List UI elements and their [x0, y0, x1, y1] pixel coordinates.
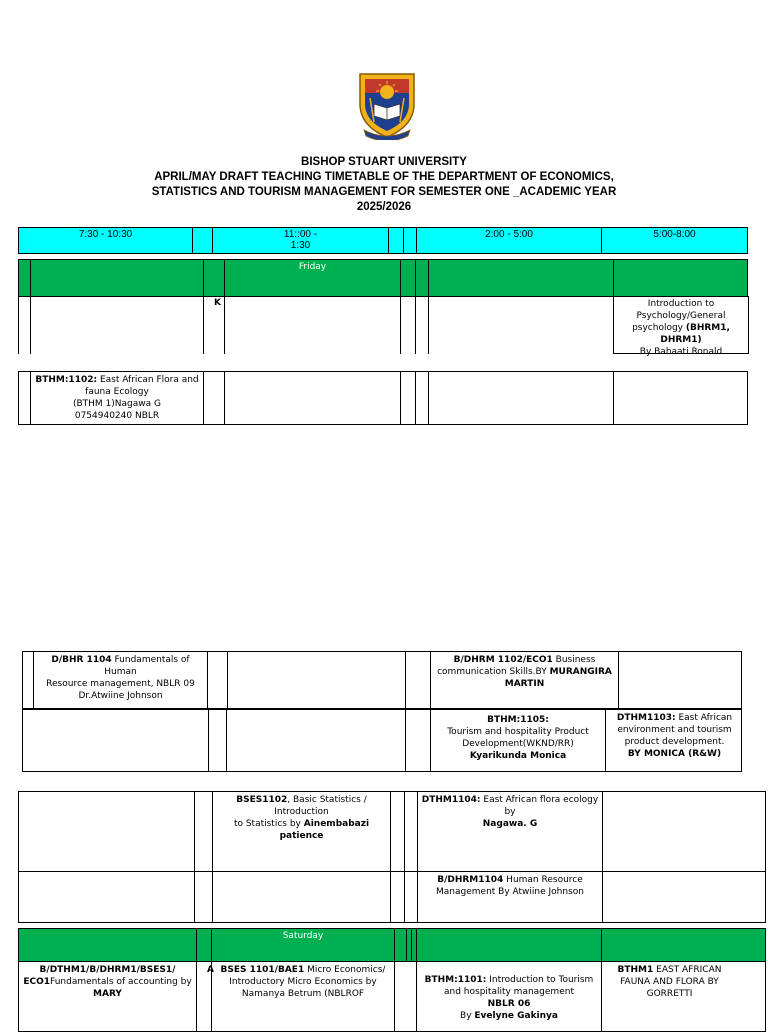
- empty-cell: [30, 296, 203, 354]
- block3-row-1: [18, 791, 766, 872]
- block2-row-2: [22, 709, 742, 772]
- course-hrm-management: B/DHRM1104 Human Resource Management By Atwiine Johnson: [417, 872, 602, 922]
- time-slot-4: 5:00-8:00: [601, 228, 747, 253]
- time-slot-2: 11::00 - 1:30: [212, 228, 388, 253]
- course-tourism-product: BTHM:1105: Tourism and hospitality Product Development(WKND/RR) Kyarikunda Monica: [430, 710, 605, 771]
- block2-row-1: [22, 651, 742, 709]
- spacer-cell: [613, 260, 747, 296]
- row-marker: A: [196, 962, 211, 1031]
- empty-cell: [613, 372, 747, 424]
- spacer-cell: [405, 652, 430, 708]
- friday-day-row: [18, 259, 748, 297]
- course-hrm-fundamentals: [23, 652, 33, 708]
- empty-cell: [224, 296, 400, 354]
- spacer-cell: [403, 228, 416, 253]
- spacer-cell: [428, 260, 613, 296]
- spacer-cell: [30, 260, 203, 296]
- spacer-cell: [390, 872, 404, 922]
- empty-cell: [602, 792, 765, 871]
- saturday-row-1: [18, 962, 766, 1032]
- course-micro-economics: BSES 1101/BAE1 Micro Economics/ Introductory Micro Economics by Namanya Betrum (NBLROF: [211, 962, 394, 1031]
- spacer-cell: [404, 872, 417, 922]
- spacer-cell: [405, 710, 430, 771]
- title-line-2: STATISTICS AND TOURISM MANAGEMENT FOR SEMESTER ONE _ACADEMIC YEAR: [151, 186, 617, 198]
- time-slot-1: 7:30 - 10:30: [78, 229, 133, 240]
- spacer-cell: [394, 962, 416, 1031]
- spacer-cell: [203, 260, 224, 296]
- university-name: BISHOP STUART UNIVERSITY: [301, 156, 467, 168]
- empty-cell: [618, 652, 743, 708]
- course-flora-fauna: BTHM:1102: East African Flora and fauna Ecology (BTHM 1)Nagawa G 0754940240 NBLR: [30, 372, 203, 424]
- empty-cell: [194, 872, 212, 922]
- empty-cell: [224, 372, 400, 424]
- empty-cell: [226, 710, 405, 771]
- course-basic-statistics: BSES1102, Basic Statistics / Introduction to Statistics by Ainembabazi patience: [212, 792, 390, 871]
- spacer-cell: [415, 296, 428, 354]
- course-hrm-fundamentals: D/BHR 1104 Fundamentals of Human Resource management, NBLR 09 Dr.Atwiine Johnson: [33, 652, 207, 708]
- spacer-cell: [400, 296, 415, 354]
- friday-row-2: [18, 371, 748, 425]
- university-crest: [352, 70, 422, 140]
- spacer-cell: [390, 792, 404, 871]
- block3-row-2: [18, 872, 766, 923]
- spacer-cell: [404, 792, 417, 871]
- document-title: [100, 155, 668, 215]
- empty-cell: [227, 652, 405, 708]
- course-environment-tourism: DTHM1103: East African environment and tourism product development. BY MONICA (R&W): [605, 710, 743, 771]
- empty-cell: [428, 372, 613, 424]
- time-header-row: [18, 227, 748, 254]
- friday-row-1: [18, 296, 748, 357]
- course-flora-ecology: DTHM1104: East African flora ecology by Nagawa. G: [417, 792, 602, 871]
- empty-cell: [428, 296, 613, 354]
- saturday-label: Saturday: [211, 929, 394, 961]
- title-line-1: APRIL/MAY DRAFT TEACHING TIMETABLE OF THE DEPARTMENT OF ECONOMICS,: [154, 171, 614, 183]
- row-marker: K: [203, 296, 224, 354]
- course-psychology: Introduction to Psychology/General psychology (BHRM1, DHRM1) By Bahaati Ronald: [613, 296, 749, 354]
- course-fauna-flora: BTHM1 EAST AFRICAN FAUNA AND FLORA BY GORRETTI: [601, 962, 737, 1031]
- spacer-cell: [196, 929, 211, 961]
- spacer-cell: [400, 372, 415, 424]
- spacer-cell: [601, 929, 765, 961]
- spacer-cell: [400, 260, 415, 296]
- spacer-cell: [207, 652, 227, 708]
- empty-cell: [602, 872, 765, 922]
- spacer-cell: [416, 929, 601, 961]
- spacer-cell: [394, 929, 406, 961]
- empty-cell: [203, 372, 224, 424]
- course-intro-tourism: BTHM:1101: Introduction to Tourism and hospitality management NBLR 06 By Evelyne Gakinya: [416, 962, 601, 1031]
- spacer-cell: [192, 228, 212, 253]
- title-line-3: 2025/2026: [356, 201, 412, 213]
- spacer-cell: [388, 228, 403, 253]
- empty-cell: [212, 872, 390, 922]
- spacer-cell: [415, 372, 428, 424]
- empty-cell: [194, 792, 212, 871]
- spacer-cell: [415, 260, 428, 296]
- friday-label: Friday: [224, 260, 400, 296]
- empty-cell: [208, 710, 226, 771]
- course-accounting: B/DTHM1/B/DHRM1/BSES1/ ECO1Fundamentals of accounting by MARY: [23, 965, 192, 999]
- course-business-communication: B/DHRM 1102/ECO1 Business communication Skills.BY MURANGIRA MARTIN: [430, 652, 618, 708]
- saturday-day-row: [18, 928, 766, 962]
- time-slot-3: 2:00 - 5:00: [416, 228, 601, 253]
